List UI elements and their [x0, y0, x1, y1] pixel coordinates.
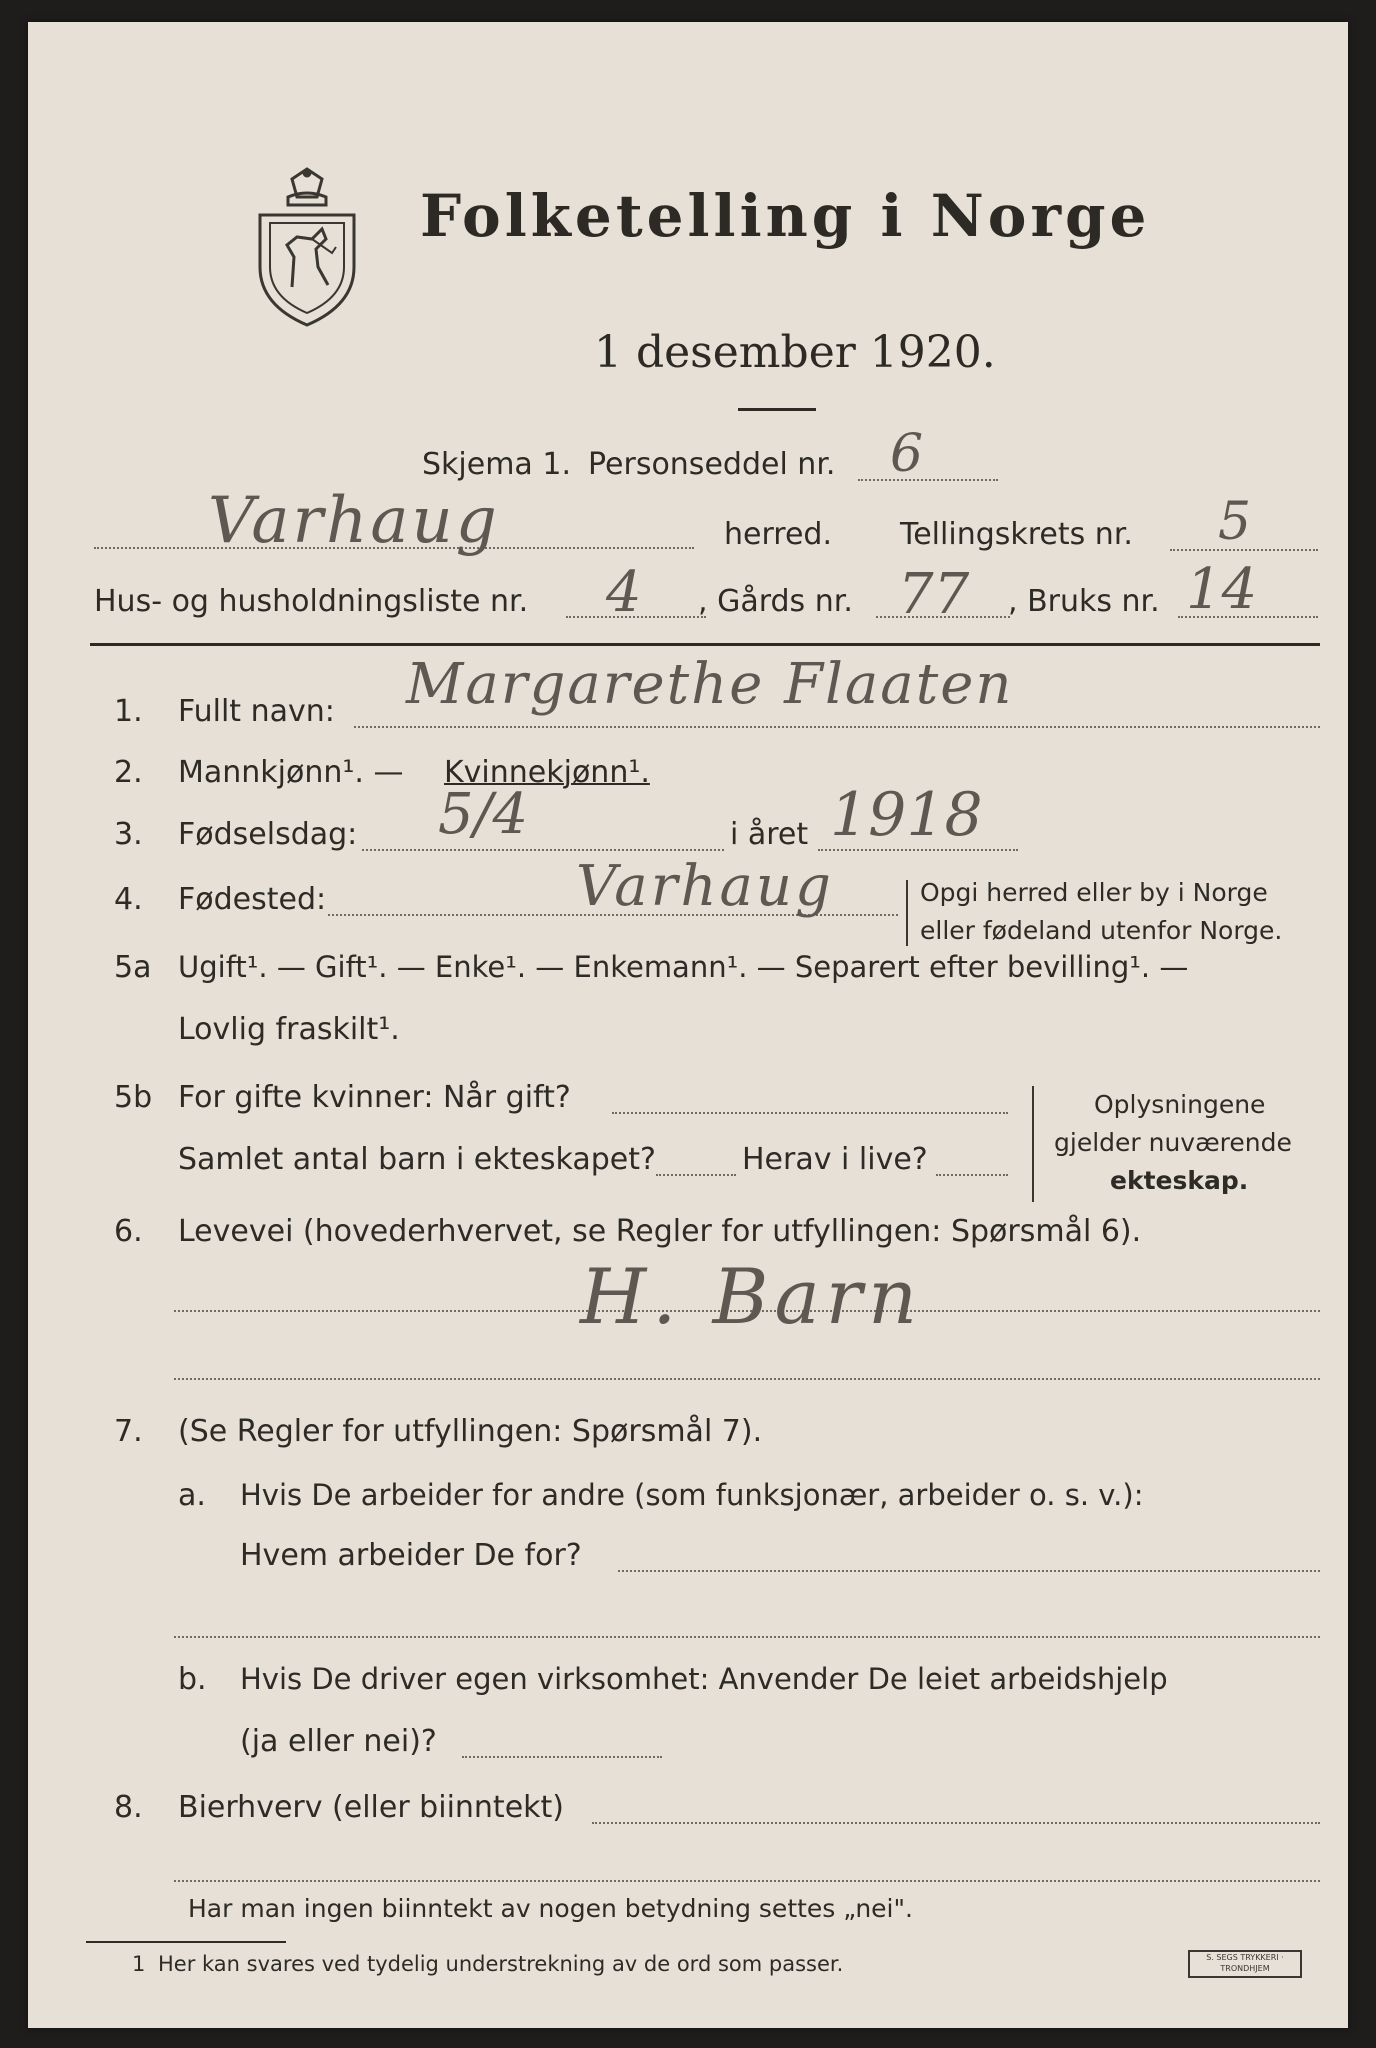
husliste-value: 4	[606, 560, 642, 625]
footnote-mark: 1	[132, 1952, 146, 1976]
q8-note: Har man ingen biinntekt av nogen betydning settes „nei".	[188, 1894, 913, 1923]
bruks-label: , Bruks nr.	[1008, 584, 1160, 619]
q1-line	[354, 726, 1320, 728]
herred-label: herred.	[724, 517, 832, 552]
q5b-children-label: Samlet antal barn i ekteskapet?	[178, 1142, 656, 1177]
q3-line	[362, 849, 724, 851]
q5a-options: Ugift¹. — Gift¹. — Enke¹. — Enkemann¹. — Separert efter bevilling¹. —	[178, 950, 1189, 984]
q4-label: Fødested:	[178, 882, 327, 917]
gards-value: 77	[898, 562, 970, 627]
q4-note-line1: Opgi herred eller by i Norge	[920, 878, 1268, 907]
q7b-line	[462, 1756, 662, 1758]
skjema-label: Skjema 1.	[422, 447, 571, 482]
q6-value: H. Barn	[580, 1252, 924, 1341]
form-title: Folketelling i Norge	[420, 182, 1151, 250]
q7-label: (Se Regler for utfyllingen: Spørsmål 7).	[178, 1414, 763, 1449]
q5b-married-label: For gifte kvinner: Når gift?	[178, 1080, 571, 1115]
q6-label: Levevei (hovederhvervet, se Regler for utfyllingen: Spørsmål 6).	[178, 1214, 1142, 1249]
bruks-value: 14	[1186, 557, 1258, 622]
q7b-letter: b.	[178, 1662, 207, 1697]
q4-note-line2: eller fødeland utenfor Norge.	[920, 916, 1283, 945]
footnote-rule	[86, 1941, 286, 1943]
q7a-line2	[174, 1636, 1320, 1638]
q3-value: 5/4	[438, 782, 529, 847]
q8-line1	[592, 1822, 1320, 1824]
q7a-line1	[618, 1570, 1320, 1572]
tellingskrets-label: Tellingskrets nr.	[900, 517, 1133, 552]
q3-year-label: i året	[730, 817, 809, 852]
q8-label: Bierhverv (eller biinntekt)	[178, 1790, 564, 1825]
q5b-note-line1: Oplysningene	[1094, 1090, 1266, 1119]
footnote-text: Her kan svares ved tydelig understrekning av de ord som passer.	[158, 1952, 844, 1976]
q7a-employer-label: Hvem arbeider De for?	[240, 1538, 582, 1573]
q5b-alive-label: Herav i live?	[742, 1142, 928, 1177]
title-divider	[738, 408, 816, 411]
q8-number: 8.	[114, 1790, 143, 1825]
q3-label: Fødselsdag:	[178, 817, 358, 852]
gards-label: , Gårds nr.	[698, 584, 853, 619]
coat-of-arms-icon	[252, 167, 362, 327]
q5a-number: 5a	[114, 950, 152, 985]
q7-number: 7.	[114, 1414, 143, 1449]
q8-line2	[174, 1880, 1320, 1882]
q1-label: Fullt navn:	[178, 694, 335, 729]
q3-year-value: 1918	[830, 780, 983, 850]
census-date: 1 desember 1920.	[594, 327, 996, 378]
q5b-note-line2: gjelder nuværende	[1054, 1128, 1292, 1157]
q1-value: Margarethe Flaaten	[406, 652, 1014, 717]
q7b-answer-label: (ja eller nei)?	[240, 1724, 437, 1759]
personseddel-value: 6	[890, 424, 924, 484]
census-form	[28, 22, 1348, 2028]
q2-female-underlined: Kvinnekjønn¹.	[444, 755, 650, 790]
q5b-children-line	[656, 1174, 736, 1176]
q7a-question: Hvis De arbeider for andre (som funksjonær, arbeider o. s. v.):	[240, 1478, 1144, 1512]
q5a-options-cont: Lovlig fraskilt¹.	[178, 1012, 400, 1047]
husliste-label: Hus- og husholdningsliste nr.	[94, 584, 529, 619]
personseddel-line	[858, 479, 998, 481]
q4-number: 4.	[114, 882, 143, 917]
herred-value: Varhaug	[208, 484, 500, 558]
q4-value: Varhaug	[576, 854, 834, 919]
tellingskrets-value: 5	[1218, 492, 1252, 552]
q7a-letter: a.	[178, 1478, 206, 1513]
q5b-note-line3: ekteskap.	[1110, 1166, 1249, 1195]
q5b-married-line	[612, 1112, 1008, 1114]
q5b-number: 5b	[114, 1080, 153, 1115]
q4-note-brace	[906, 880, 908, 946]
q2-male: Mannkjønn¹. —	[178, 755, 404, 790]
personseddel-label: Personseddel nr.	[588, 447, 836, 482]
q2-number: 2.	[114, 755, 143, 790]
q3-number: 3.	[114, 817, 143, 852]
printer-stamp: S. SEGS TRYKKERI · TRONDHJEM	[1188, 1950, 1302, 1978]
q5b-alive-line	[936, 1174, 1008, 1176]
q6-number: 6.	[114, 1214, 143, 1249]
q7b-question: Hvis De driver egen virksomhet: Anvender De leiet arbeidshjelp	[240, 1662, 1168, 1696]
header-separator	[90, 643, 1320, 646]
q1-number: 1.	[114, 694, 143, 729]
q5b-note-brace	[1032, 1086, 1034, 1202]
q6-line2	[174, 1378, 1320, 1380]
